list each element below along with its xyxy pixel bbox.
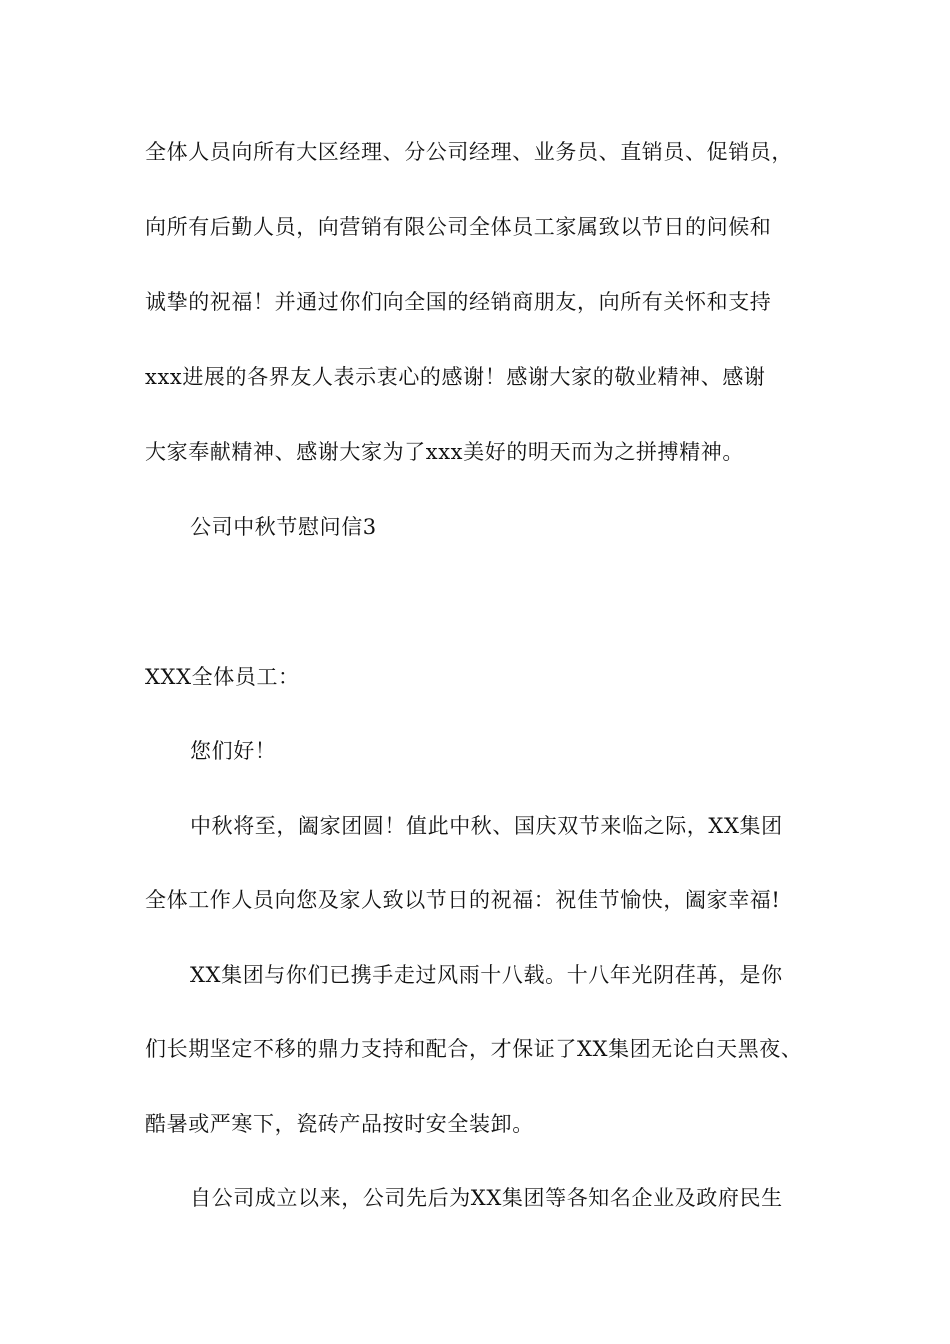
letter-title: 公司中秋节慰问信3 <box>190 515 377 539</box>
body-text-line: 大家奉献精神、感谢大家为了xxx美好的明天而为之拼搏精神。 <box>145 440 744 464</box>
body-text-line: XX集团与你们已携手走过风雨十八载。十八年光阴荏苒，是你 <box>190 963 783 987</box>
body-text-line: 全体人员向所有大区经理、分公司经理、业务员、直销员、促销员， <box>145 140 793 164</box>
body-text-line: 诚挚的祝福！并通过你们向全国的经销商朋友，向所有关怀和支持 <box>145 290 772 314</box>
body-text-line: 向所有后勤人员，向营销有限公司全体员工家属致以节日的问候和 <box>145 215 772 239</box>
body-text-line: 们长期坚定不移的鼎力支持和配合，才保证了XX集团无论白天黑夜、 <box>145 1037 803 1061</box>
greeting: 您们好！ <box>190 739 277 763</box>
body-text-line: 自公司成立以来，公司先后为XX集团等各知名企业及政府民生 <box>190 1186 783 1210</box>
body-text-line: 全体工作人员向您及家人致以节日的祝福：祝佳节愉快，阖家幸福! <box>145 888 781 912</box>
salutation: XXX全体员工： <box>145 665 300 689</box>
body-text-line: 中秋将至，阖家团圆！值此中秋、国庆双节来临之际，XX集团 <box>190 814 783 838</box>
body-text-line: 酷暑或严寒下，瓷砖产品按时安全装卸。 <box>145 1112 534 1136</box>
body-text-line: xxx进展的各界友人表示衷心的感谢！感谢大家的敬业精神、感谢 <box>145 365 766 389</box>
